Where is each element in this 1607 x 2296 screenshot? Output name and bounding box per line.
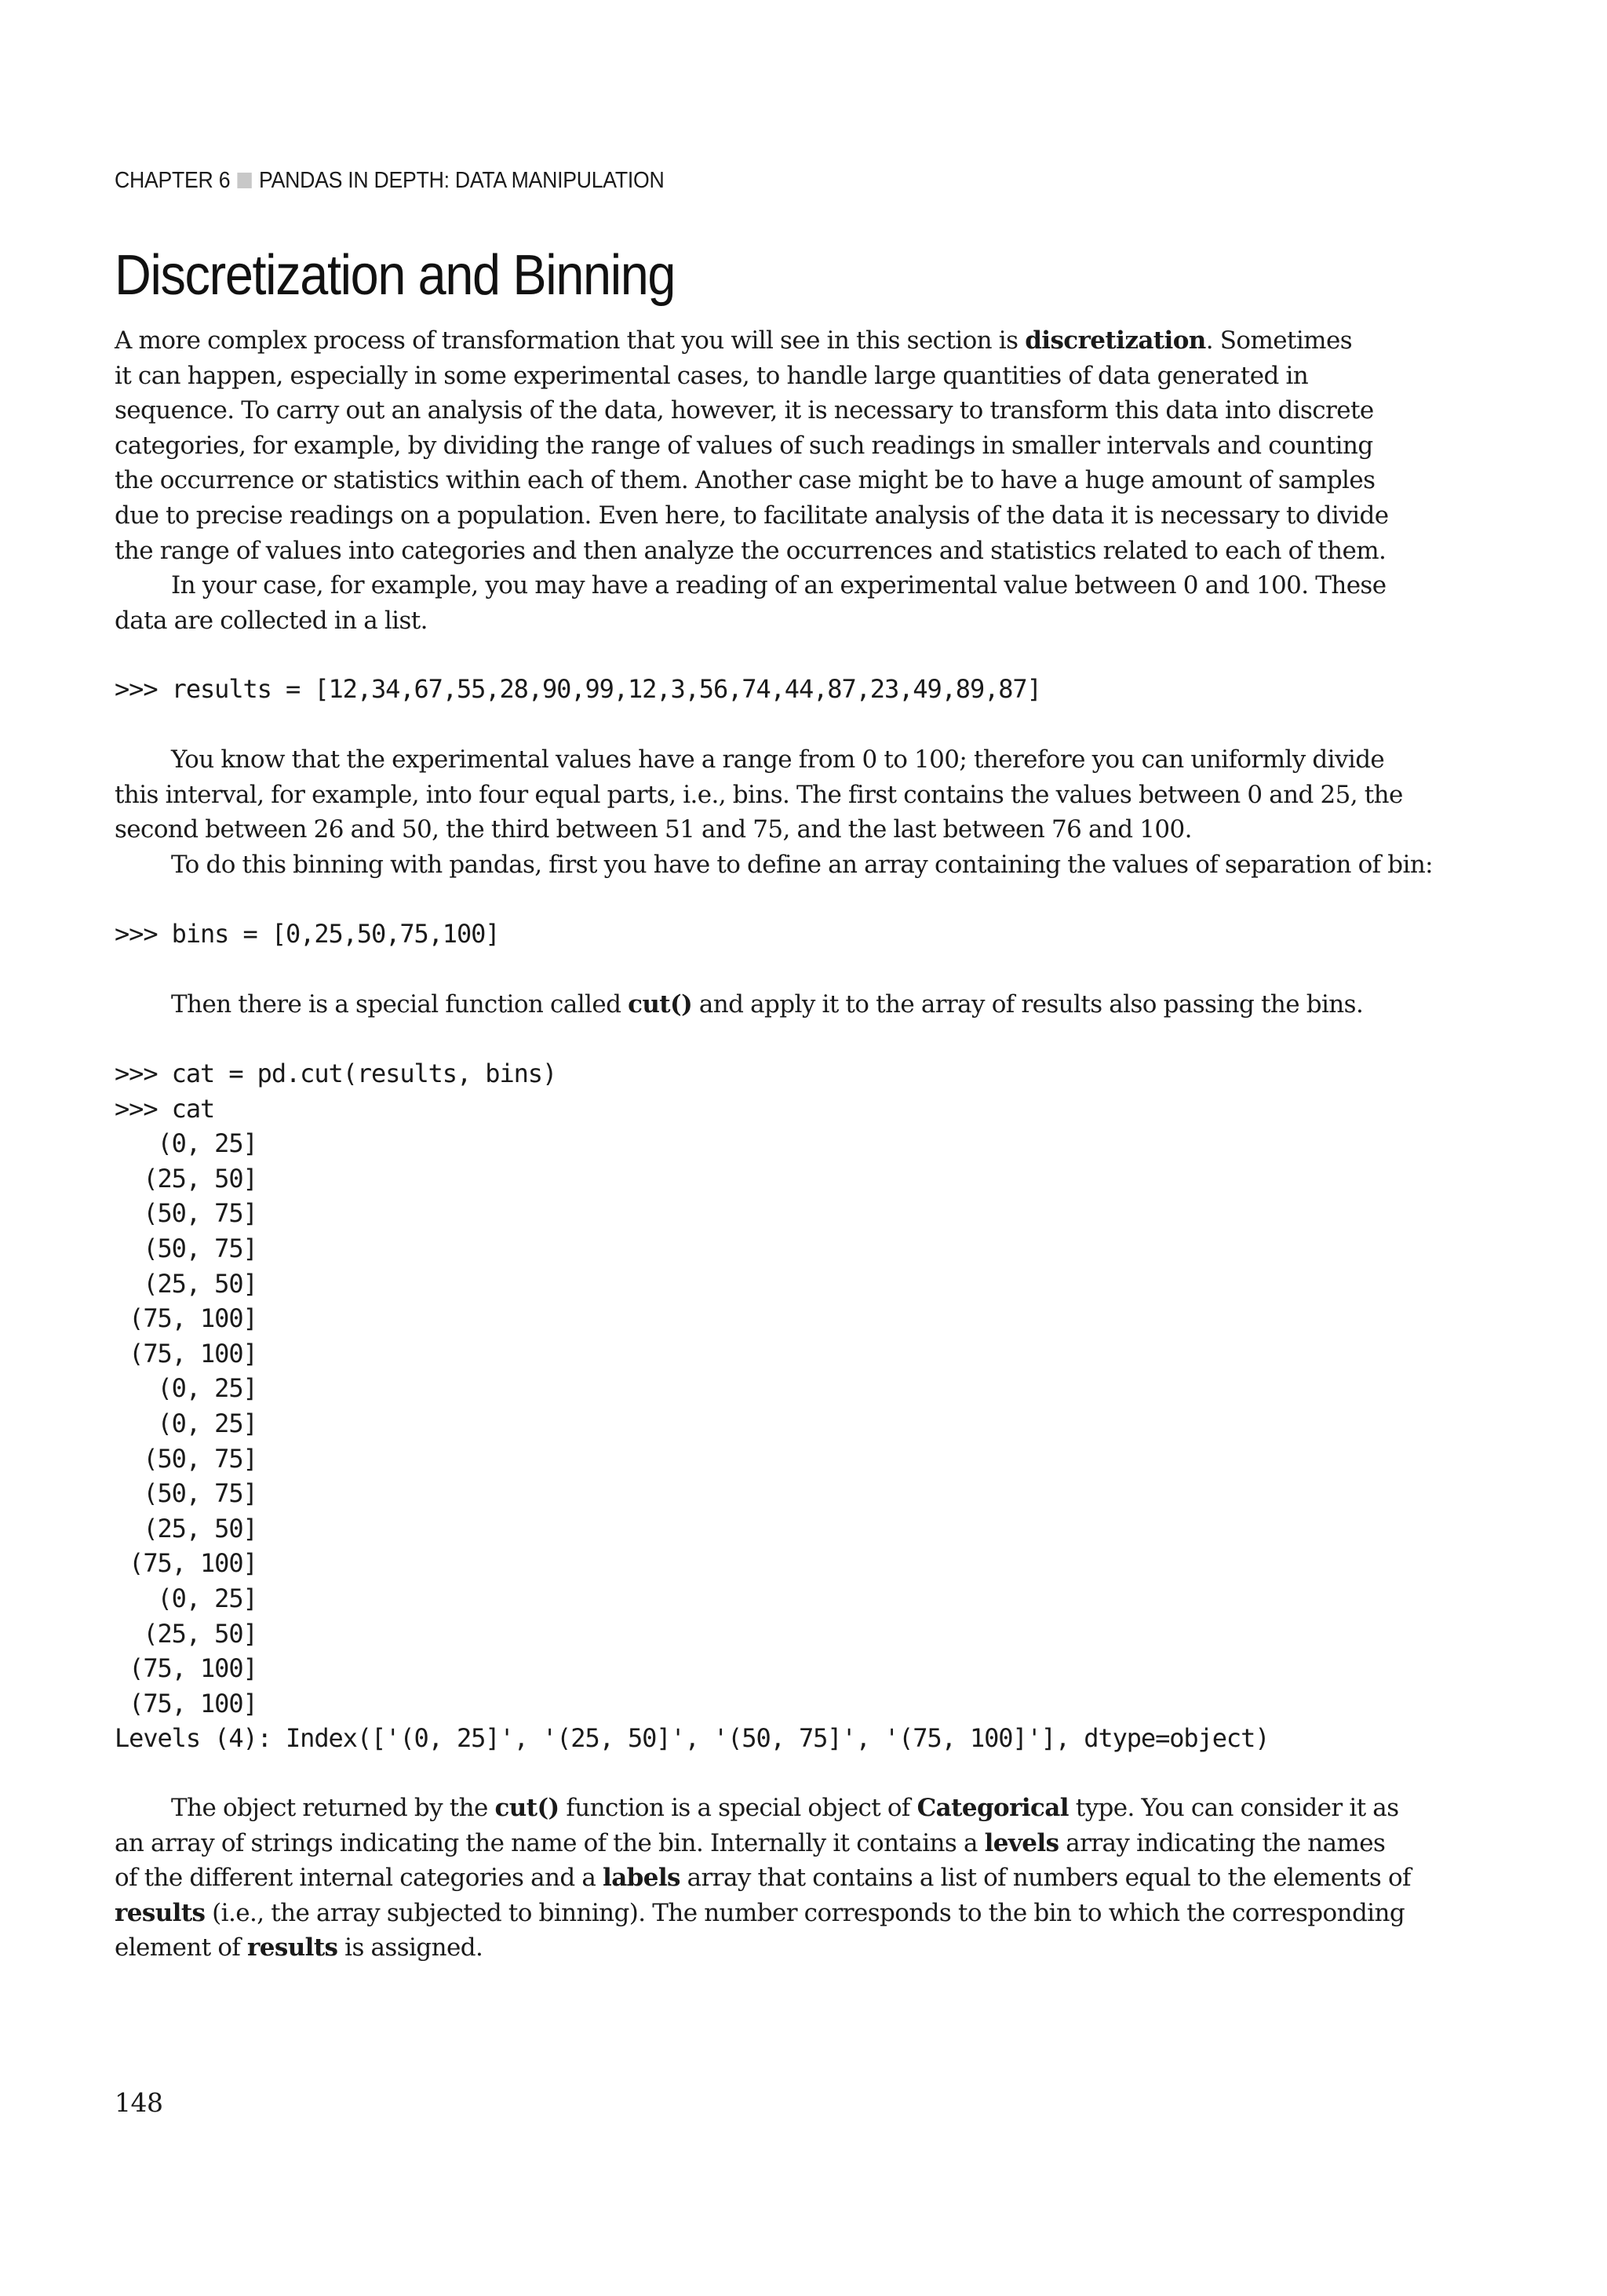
text-run: element of — [115, 1933, 248, 1963]
text-line: the range of values into categories and then analyze the occurrences and statistics related to each of them. — [115, 536, 1387, 565]
bold-term: labels — [603, 1864, 680, 1893]
chapter-label: CHAPTER 6 — [115, 168, 231, 193]
text-run: The object returned by the — [171, 1794, 495, 1822]
bold-term: discretization — [1025, 326, 1206, 355]
code-block-results: >>> results = [12,34,67,55,28,90,99,12,3,56,74,44,87,23,49,89,87] — [115, 674, 1041, 704]
text-run: is assigned. — [337, 1933, 483, 1963]
text-line: To do this binning with pandas, first you have to define an array containing the values of separation of bin: — [171, 851, 1434, 879]
text-run: type. You can consider it as — [1068, 1794, 1399, 1822]
paragraph-define-bins — [115, 847, 1448, 883]
text-run: (i.e., the array subjected to binning). The number corresponds to the bin to which the corresponding — [205, 1898, 1405, 1927]
bold-term: results — [247, 1933, 338, 1963]
text-line: the occurrence or statistics within each of them. Another case might be to have a huge amount of samples — [115, 466, 1376, 495]
header-separator-square — [237, 173, 251, 188]
bold-term: cut() — [628, 990, 693, 1019]
text-line: this interval, for example, into four equal parts, i.e., bins. The first contains the values between 0 and 25, the — [115, 780, 1403, 809]
paragraph-range-bins — [115, 742, 1448, 847]
chapter-title: PANDAS IN DEPTH: DATA MANIPULATION — [259, 168, 665, 193]
text-line: due to precise readings on a population. Even here, to facilitate analysis of the data it is necessary to divide — [115, 501, 1389, 530]
text-run: of the different internal categories and a — [115, 1864, 603, 1893]
bold-term: cut() — [494, 1794, 559, 1822]
page-number: 148 — [115, 2087, 163, 2118]
text-line: In your case, for example, you may have a reading of an experimental value between 0 and 100. These — [171, 571, 1387, 600]
text-run: and apply it to the array of results also passing the bins. — [692, 990, 1364, 1019]
paragraph-discretization-intro — [115, 323, 1448, 568]
text-line: data are collected in a list. — [115, 606, 428, 635]
text-run: Then there is a special function called — [171, 990, 629, 1019]
text-run: array indicating the names — [1059, 1828, 1386, 1857]
section-title: Discretization and Binning — [115, 244, 676, 307]
text-line: categories, for example, by dividing the range of values of such readings in smaller intervals and counting — [115, 431, 1373, 460]
running-header — [115, 168, 664, 194]
text-run: . Sometimes — [1205, 326, 1353, 355]
paragraph-cut-function — [115, 987, 1448, 1022]
text-run: array that contains a list of numbers equal to the elements of — [680, 1864, 1411, 1893]
text-run: an array of strings indicating the name of the bin. Internally it contains a — [115, 1828, 985, 1857]
text-line: sequence. To carry out an analysis of the data, however, it is necessary to transform this data into discrete — [115, 396, 1374, 425]
text-line: it can happen, especially in some experimental cases, to handle large quantities of data generated in — [115, 361, 1309, 390]
text-line: second between 26 and 50, the third between 51 and 75, and the last between 76 and 100. — [115, 815, 1192, 844]
paragraph-example-reading — [115, 568, 1448, 638]
code-block-bins: >>> bins = [0,25,50,75,100] — [115, 919, 500, 949]
bold-term: Categorical — [916, 1794, 1069, 1822]
text-run: A more complex process of transformation that you will see in this section is — [115, 326, 1026, 355]
paragraph-categorical-object — [115, 1791, 1448, 1966]
code-block-cut-output: >>> cat = pd.cut(results, bins) >>> cat (0, 25] (25, 50] (50, 75] (50, 75] (25, 50] (75, 100] (75, 100] (0, 25] (0, 25] (50, 75] (50, 75] (25, 50] (75, 100] (0, 25] (25, 50] (75, 100] (75, 100] Levels (4): Index(['(0, 25]', '(25, 50]', '(50, 75]', '(75, 100]'], dtype=object) — [115, 1059, 1270, 1754]
text-line: You know that the experimental values have a range from 0 to 100; therefore you can uniformly divide — [171, 745, 1385, 774]
text-run: function is a special object of — [559, 1794, 917, 1822]
bold-term: levels — [984, 1828, 1059, 1857]
bold-term: results — [115, 1898, 206, 1927]
